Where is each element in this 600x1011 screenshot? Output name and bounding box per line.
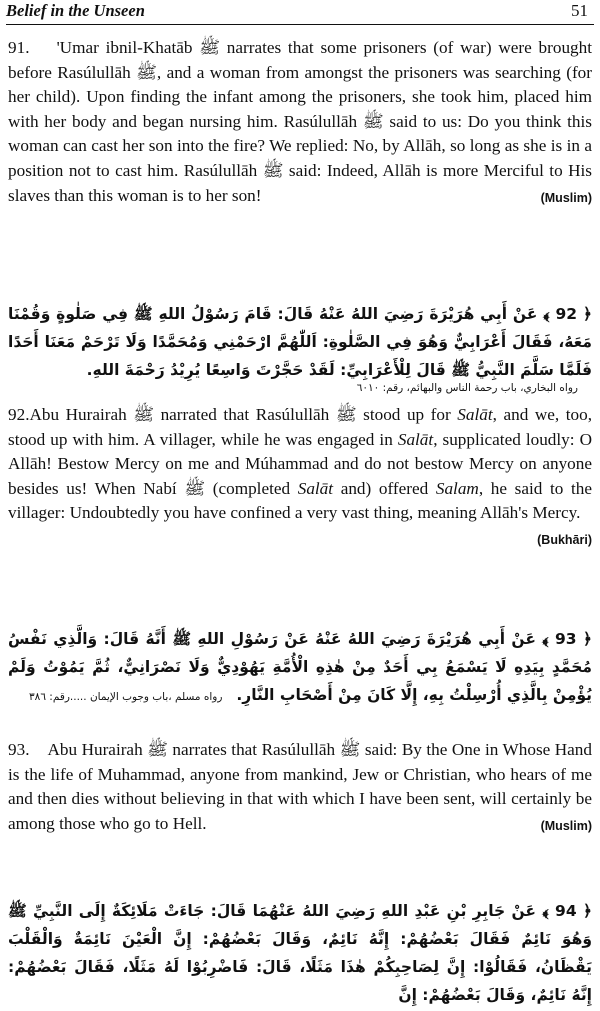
hadith-92-part-9: , he said to the villager: Undoubtedly you have confined a very vast thing, meaning Allāh's Mercy. <box>8 478 592 523</box>
arabic-93-text: ﴿ 93 ﴾ عَنْ أَبِي هُرَيْرَةَ رَضِيَ اللهُ عَنْهُ عَنْ رَسُوْلِ اللهِ ﷺ أَنَّهُ قَالَ: وَالَّذِي نَفْسُ مُحَمَّدٍ بِيَدِهِ لَا يَسْمَعُ بِي أَحَدٌ مِنْ هٰذِهِ الْأُمَّةِ يَهُوْدِيٌّ وَلَا نَصْرَانِيٌّ، ثُمَّ يَمُوْتُ وَلَمْ يُؤْمِنْ بِالَّذِي أُرْسِلْتُ بِهِ، إِلَّا كَانَ مِنْ أَصْحَابِ النَّارِ. <box>8 630 592 704</box>
hadith-93-source: (Muslim) <box>540 818 592 833</box>
hadith-92-part-1: Abu Hurairah ﷺ narrated that Rasúlullāh ﷺ stood up for <box>29 405 458 424</box>
hadith-92-part-2: Salāt <box>457 405 493 424</box>
hadith-92-part-4: Salāt <box>397 429 434 449</box>
arabic-93-reference: رواه مسلم ،باب وجوب الإيمان .....رقم: ٣٨٦ <box>29 691 223 703</box>
hadith-92-part-5: , supplicated loudly: O Allāh! Bestow Mercy on me and Múhammad and do not bestow Mercy on anyone besides us! When Nabí ﷺ (completed <box>8 429 592 498</box>
hadith-91-number: 91. <box>8 38 30 57</box>
arabic-92-text: ﴿ 92 ﴾ عَنْ أَبِي هُرَيْرَةَ رَضِيَ اللهُ عَنْهُ قَالَ: قَامَ رَسُوْلُ اللهِ ﷺ فِي صَلٰوةٍ وَقُمْنَا مَعَهُ، فَقَالَ أَعْرَابِيٌّ وَهُوَ فِي الصَّلٰوةِ: اَللّٰهُمَّ ارْحَمْنِي وَمُحَمَّدًا وَلَا تَرْحَمْ مَعَنَا أَحَدًا فَلَمَّا سَلَّمَ النَّبِيُّ ﷺ قَالَ لِلْأَعْرَابِيِّ: لَقَدْ حَجَّرْتَ وَاسِعًا يُرِيْدُ رَحْمَةَ اللهِ. <box>8 305 592 379</box>
hadith-91-text: 'Umar ibnil-Khatāb ﷺ narrates that some prisoners (of war) were brought before Rasúlullāh ﷺ, and a woman from amongst the prisoners was searching (for her child). Upon finding the infant among the prisoners, she took him, placed him with her body and began nursing him. Rasúlullāh ﷺ said to us: Do you think this woman can cast her son into the fire? We replied: No, by Allāh, so long as she is in a position not to cast him. Rasúlullāh ﷺ said: Indeed, Allāh is more Merciful to His slaves than this woman is to her son! <box>8 38 593 205</box>
page-header <box>6 0 594 25</box>
arabic-94-text: ﴿ 94 ﴾ عَنْ جَابِرِ بْنِ عَبْدِ اللهِ رَضِيَ اللهُ عَنْهُمَا قَالَ: جَاءَتْ مَلَائِكَةٌ إِلَى النَّبِيِّ ﷺ وَهُوَ نَائِمٌ فَقَالَ بَعْضُهُمْ: إِنَّهُ نَائِمٌ، وَقَالَ بَعْضُهُمْ: إِنَّ الْعَيْنَ نَائِمَةٌ وَالْقَلْبَ يَقْظَانُ، فَقَالُوْا: إِنَّ لِصَاحِبِكُمْ هٰذَا مَثَلًا، قَالَ: فَاضْرِبُوْا لَهُ مَثَلًا، فَقَالَ بَعْضُهُمْ: إِنَّهُ نَائِمٌ، وَقَالَ بَعْضُهُمْ: إِنَّ <box>8 902 593 1004</box>
hadith-93-number: 93. <box>8 740 30 759</box>
hadith-93-paragraph <box>8 738 592 838</box>
page-number: 51 <box>571 1 588 20</box>
hadith-92-source: (Bukhāri) <box>537 532 592 547</box>
hadith-92-part-3: , and we, too, stood up with him. A villager, while he was engaged in <box>8 405 592 449</box>
arabic-92-reference: رواه البخاري، باب رحمة الناس والبهائم، رقم: ٦٠١٠ <box>356 382 578 394</box>
running-title: Belief in the Unseen <box>6 1 145 20</box>
hadith-93-text: Abu Hurairah ﷺ narrates that Rasúlullāh ﷺ said: By the One in Whose Hand is the life of Muhammad, anyone from mankind, Jew or Christian, who hears of me and then dies without believing in that with which I have been sent, will certainly be among those who go to Hell. <box>8 740 592 833</box>
hadith-92-number: 92. <box>8 405 30 424</box>
hadith-91-paragraph <box>8 36 592 210</box>
hadith-91-source: (Muslim) <box>540 190 592 205</box>
hadith-92-part-7: and) offered <box>333 478 436 498</box>
hadith-92-paragraph <box>8 403 592 553</box>
hadith-92-part-6: Salāt <box>297 478 334 498</box>
arabic-93-block <box>8 625 592 711</box>
hadith-92-part-8: Salam <box>435 478 479 498</box>
